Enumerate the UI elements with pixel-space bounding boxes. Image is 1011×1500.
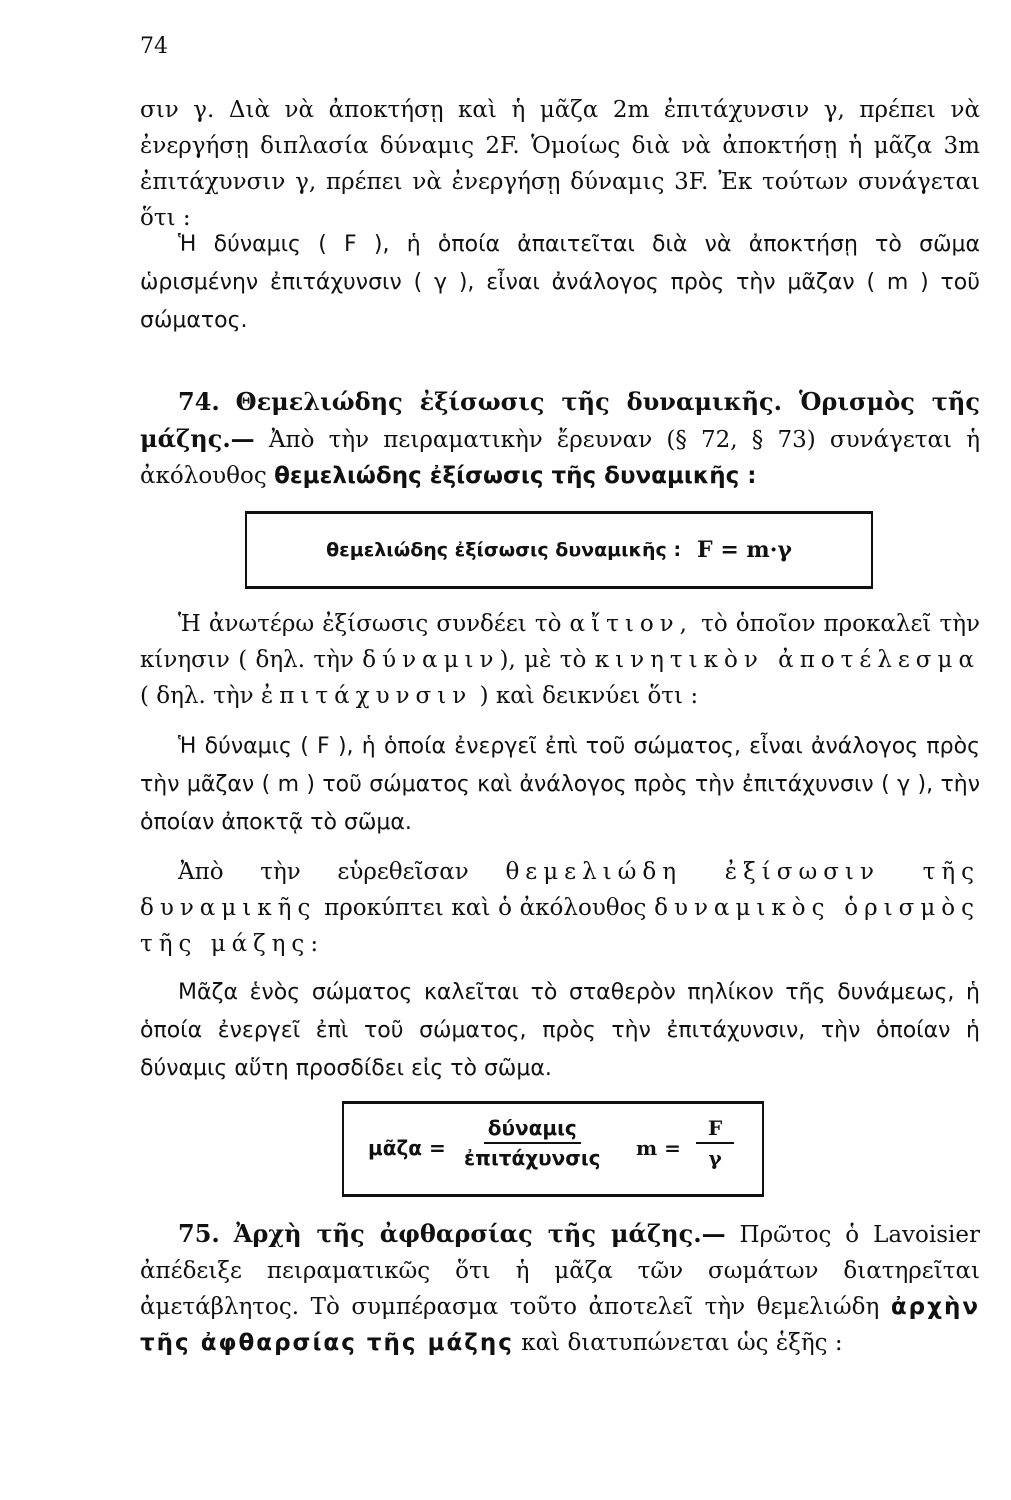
text-fragment: ) καὶ δεικνύει ὅτι : (479, 683, 699, 709)
fraction-numerator-F: F (696, 1116, 734, 1144)
section-75-title: Ἀρχὴ τῆς ἀφθαρσίας τῆς μάζης.— (233, 1219, 726, 1248)
mass-formula-lhs: μᾶζα = (368, 1136, 446, 1160)
page-number: 74 (140, 34, 168, 59)
section-75 (140, 1216, 980, 1361)
fraction-denominator-acceleration: ἐπιτάχυνσις (464, 1146, 601, 1170)
spaced-term-mass-definition: δυναμικὸς ὁρισμὸς τῆς μάζης (140, 895, 981, 957)
section-74-bold-phrase: θεμελιώδης ἐξίσωσις τῆς δυναμικῆς : (274, 463, 757, 489)
paragraph-cause-effect (140, 606, 980, 714)
spaced-term-cause: αἴτιον, (569, 611, 693, 637)
text-fragment: Ἡ ἀνωτέρω ἐξίσωσις συνδέει τὸ (178, 611, 562, 637)
text-fragment: ), μὲ τὸ (499, 647, 587, 673)
section-74-text: Ἀπὸ τὴν πειραματικὴν ἔρευναν (§ 72, § 73) συνάγεται ἡ ἀκόλουθος (140, 427, 980, 489)
spaced-term-kinetic-result: κινητικὸν ἀποτέλεσμα (594, 647, 980, 673)
law-statement-2: Ἡ δύναμις ( F ), ἡ ὁποία ἐνεργεῖ ἐπὶ τοῦ σώματος, εἶναι ἀνάλογος πρὸς τὴν μᾶζαν ( m ) τοῦ σώματος καὶ ἀνάλογος πρὸς τὴν ἐπιτάχυνσιν ( γ ), τὴν ὁποίαν ἀποκτᾷ τὸ σῶμα. (140, 734, 980, 835)
mass-formula-fraction (464, 1116, 601, 1170)
section-75-text: Πρῶτος ὁ Lavoisier ἀπέδειξε πειραματικῶς ὅτι ἡ μᾶζα τῶν σωμάτων διατηρεῖται ἀμετάβλητος. Τὸ συμπέρασμα τοῦτο ἀποτελεῖ τὴν θεμελιώδη (140, 1222, 981, 1320)
fraction-denominator-gamma: γ (708, 1146, 722, 1170)
section-75-end: καὶ διατυπώνεται ὡς ἑξῆς : (521, 1330, 843, 1356)
section-75-bold-phrase: ἀρχὴν τῆς ἀφθαρσίας τῆς μάζης (140, 1294, 980, 1356)
spaced-term-acceleration: ἐπιτάχυνσιν (260, 683, 473, 709)
law-statement-1: Ἡ δύναμις ( F ), ἡ ὁποία ἀπαιτεῖται διὰ νὰ ἀποκτήσῃ τὸ σῶμα ὡρισμένην ἐπιτάχυνσιν ( γ ), εἶναι ἀνάλογος πρὸς τὴν μᾶζαν ( m ) τοῦ σώματος. (140, 232, 980, 333)
fraction-numerator-force: δύναμις (484, 1116, 581, 1144)
section-74 (140, 384, 980, 494)
fundamental-equation: F = m·γ (697, 537, 792, 563)
section-74-number: 74. (178, 387, 220, 416)
text-fragment: προκύπτει καὶ ὁ ἀκόλουθος (324, 895, 647, 921)
fundamental-equation-box (245, 511, 873, 589)
paragraph-intro: σιν γ. Διὰ νὰ ἀποκτήσῃ καὶ ἡ μᾶζα 2m ἐπιτάχυνσιν γ, πρέπει νὰ ἐνεργήσῃ διπλασία δύναμις 2F. Ὁμοίως διὰ νὰ ἀποκτήσῃ ἡ μᾶζα 3m ἐπιτάχυνσιν γ, πρέπει νὰ ἐνεργήσῃ δύναμις 3F. Ἐκ τούτων συνάγεται ὅτι : (140, 97, 980, 231)
spaced-term-fundamental-equation: θεμελιώδη ἐξίσωσιν τῆς δυναμικῆς (140, 859, 980, 921)
section-75-number: 75. (178, 1219, 220, 1248)
paragraph-derivation (140, 854, 980, 962)
section-74-title: Θεμελιώδης ἐξίσωσις τῆς δυναμικῆς. Ὁρισμὸς τῆς μάζης.— (140, 387, 980, 453)
symbol-formula-fraction (696, 1116, 734, 1170)
spaced-term-force: δύναμιν (362, 647, 500, 673)
mass-formula-box (342, 1101, 764, 1197)
text-fragment: τὸ ὁποῖον προκαλεῖ τὴν κίνησιν ( δηλ. τὴν (140, 611, 981, 673)
fundamental-equation-label: θεμελιώδης ἐξίσωσις δυναμικῆς : (326, 539, 682, 561)
text-fragment: : (310, 931, 319, 957)
text-fragment: Ἀπὸ τὴν εὑρεθεῖσαν (178, 859, 469, 885)
symbol-formula-lhs: m = (636, 1136, 681, 1160)
text-fragment: ( δηλ. τὴν (140, 683, 254, 709)
mass-definition: Μᾶζα ἑνὸς σώματος καλεῖται τὸ σταθερὸν πηλίκον τῆς δυνάμεως, ἡ ὁποία ἐνεργεῖ ἐπὶ τοῦ σώματος, πρὸς τὴν ἐπιτάχυνσιν, τὴν ὁποίαν ἡ δύναμις αὕτη προσδίδει εἰς τὸ σῶμα. (140, 980, 980, 1081)
